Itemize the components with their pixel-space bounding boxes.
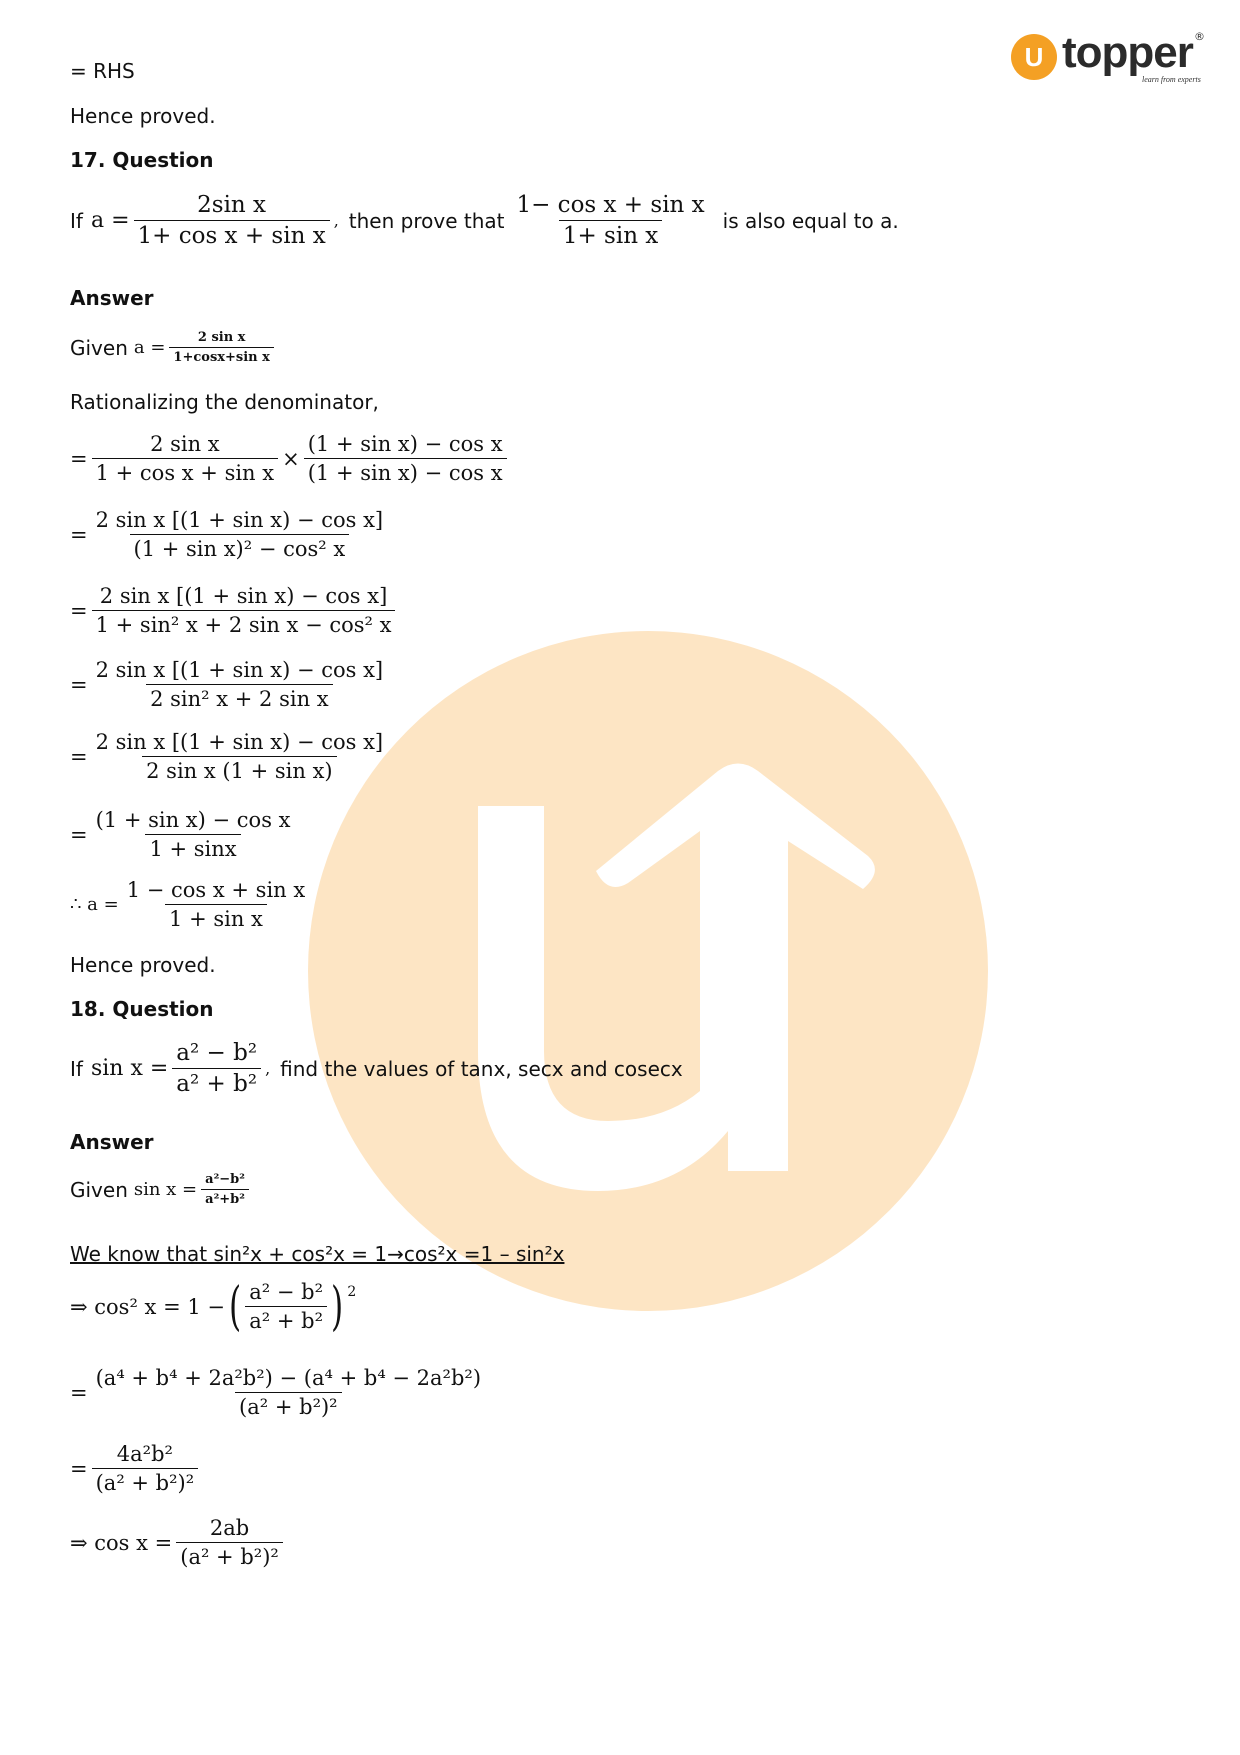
cos-step-1-lhs: ⇒ cos² x = 1 − [70, 1294, 225, 1319]
step-1-den-a: 1 + cos x + sin x [92, 458, 279, 485]
step-3-num: 2 sin x [(1 + sin x) − cos x] [99, 584, 388, 608]
q18-if: If [70, 1056, 83, 1081]
q17-numerator: 2sin x [197, 192, 267, 218]
cos-step-3-den: (a² + b²)² [92, 1468, 199, 1495]
q17-numerator-2: 1− cos x + sin x [516, 192, 705, 218]
cos-step-3-eq: = [70, 1456, 88, 1481]
step-1-num-a: 2 sin x [150, 432, 220, 456]
q18-comma: , [265, 1059, 271, 1078]
given-18-fraction [201, 1172, 249, 1207]
cos-step-2-eq: = [70, 1380, 88, 1405]
given-17-lhs: a = [133, 337, 166, 358]
step-7 [70, 878, 313, 931]
q18-numerator: a² − b² [176, 1040, 258, 1066]
step-6 [70, 808, 299, 861]
cos-step-2-den: (a² + b²)² [235, 1392, 342, 1419]
cos-step-3 [70, 1442, 202, 1495]
answer-18-heading: Answer [70, 1130, 154, 1154]
answer-17-heading: Answer [70, 286, 154, 310]
step-7-num: 1 − cos x + sin x [126, 878, 306, 902]
given-18 [70, 1172, 253, 1207]
cos-step-2-num: (a⁴ + b⁴ + 2a²b²) − (a⁴ + b⁴ − 2a²b²) [95, 1366, 482, 1390]
step-7-den: 1 + sin x [165, 904, 267, 931]
q17-a-eq: a = [90, 208, 130, 233]
cos-step-1-fraction [245, 1280, 327, 1333]
step-1-times: × [282, 446, 300, 471]
given-17-denominator: 1+cosx+sin x [169, 347, 273, 365]
step-5-den: 2 sin x (1 + sin x) [142, 756, 336, 783]
step-3-eq: = [70, 598, 88, 623]
cos-step-3-num: 4a²b² [116, 1442, 173, 1466]
rationalizing-text: Rationalizing the denominator, [70, 390, 379, 414]
step-4-num: 2 sin x [(1 + sin x) − cos x] [95, 658, 384, 682]
given-17 [70, 330, 278, 365]
step-1 [70, 432, 511, 485]
step-4-den: 2 sin² x + 2 sin x [146, 684, 333, 711]
cos-step-4-fraction [176, 1516, 283, 1569]
step-7-fraction [123, 878, 310, 931]
cos-step-1-den: a² + b² [245, 1306, 327, 1333]
cos-step-1-num: a² − b² [249, 1280, 324, 1304]
given-17-fraction [169, 330, 273, 365]
step-5-fraction [92, 730, 388, 783]
q18-text: find the values of tanx, secx and cosecx [280, 1056, 683, 1081]
q17-if: If [70, 208, 83, 233]
step-2 [70, 508, 391, 561]
step-5-num: 2 sin x [(1 + sin x) − cos x] [95, 730, 384, 754]
right-paren: ) [331, 1276, 344, 1337]
question-17-heading: 17. Question [70, 148, 214, 172]
cos-step-4-den: (a² + b²)² [176, 1542, 283, 1569]
step-1-num-b: (1 + sin x) − cos x [307, 432, 503, 456]
given-18-lhs: sin x = [133, 1179, 198, 1200]
topper-logo [1010, 30, 1210, 90]
topper-logo-text: topper [1062, 28, 1193, 77]
q17-comma: , [333, 211, 339, 230]
step-6-num: (1 + sin x) − cos x [95, 808, 291, 832]
cos-step-3-fraction [92, 1442, 199, 1495]
cos-step-2 [70, 1366, 489, 1419]
given-18-denominator: a²+b² [201, 1189, 249, 1207]
topper-logo-tagline: learn from experts [1142, 75, 1201, 84]
step-2-den: (1 + sin x)² − cos² x [130, 534, 350, 561]
q17-fraction [134, 192, 330, 249]
given-18-numerator: a²−b² [205, 1172, 245, 1187]
step-6-den: 1 + sinx [145, 834, 240, 861]
step-4-fraction [92, 658, 388, 711]
step-1-fraction-a [92, 432, 279, 485]
step-5-eq: = [70, 744, 88, 769]
given-17-label: Given [70, 335, 128, 360]
q17-fraction-2 [512, 192, 708, 249]
step-5 [70, 730, 391, 783]
given-17-numerator: 2 sin x [197, 330, 246, 345]
step-7-lhs: ∴ a = [70, 894, 119, 915]
cos-step-4-num: 2ab [209, 1516, 250, 1540]
step-2-fraction [92, 508, 388, 561]
cos-step-4-lhs: ⇒ cos x = [70, 1530, 173, 1555]
step-1-fraction-b [304, 432, 507, 485]
question-18-heading: 18. Question [70, 997, 214, 1021]
hence-proved-1: Hence proved. [70, 104, 216, 128]
cos-step-4 [70, 1516, 287, 1569]
left-paren: ( [229, 1276, 242, 1337]
hence-proved-2: Hence proved. [70, 953, 216, 977]
q17-also-text: is also equal to a. [722, 208, 899, 233]
question-17-statement [70, 192, 899, 249]
step-4 [70, 658, 391, 711]
q18-denominator: a² + b² [172, 1068, 261, 1097]
identity-line: We know that sin²x + cos²x = 1→cos²x =1 – sin²x [70, 1242, 565, 1266]
q17-denominator: 1+ cos x + sin x [134, 220, 330, 249]
cos-step-2-fraction [92, 1366, 485, 1419]
question-18-statement [70, 1040, 683, 1097]
q17-then-text: then prove that [348, 208, 505, 233]
given-18-label: Given [70, 1177, 128, 1202]
topper-logo-registered: ® [1194, 30, 1205, 43]
step-6-eq: = [70, 822, 88, 847]
q18-lhs: sin x = [90, 1056, 169, 1081]
step-2-num: 2 sin x [(1 + sin x) − cos x] [95, 508, 384, 532]
step-3-fraction [92, 584, 396, 637]
cos-step-1 [70, 1276, 357, 1337]
step-3 [70, 584, 399, 637]
step-1-den-b: (1 + sin x) − cos x [304, 458, 507, 485]
cos-step-1-power: 2 [347, 1284, 357, 1300]
step-6-fraction [92, 808, 295, 861]
svg-text:U: U [1024, 42, 1044, 72]
step-4-eq: = [70, 672, 88, 697]
q18-fraction [172, 1040, 261, 1097]
step-2-eq: = [70, 522, 88, 547]
step-3-den: 1 + sin² x + 2 sin x − cos² x [92, 610, 396, 637]
rhs-line: = RHS [70, 59, 135, 83]
step-1-eq: = [70, 446, 88, 471]
topper-logo-mark-icon [1010, 33, 1058, 81]
q17-denominator-2: 1+ sin x [559, 220, 662, 249]
